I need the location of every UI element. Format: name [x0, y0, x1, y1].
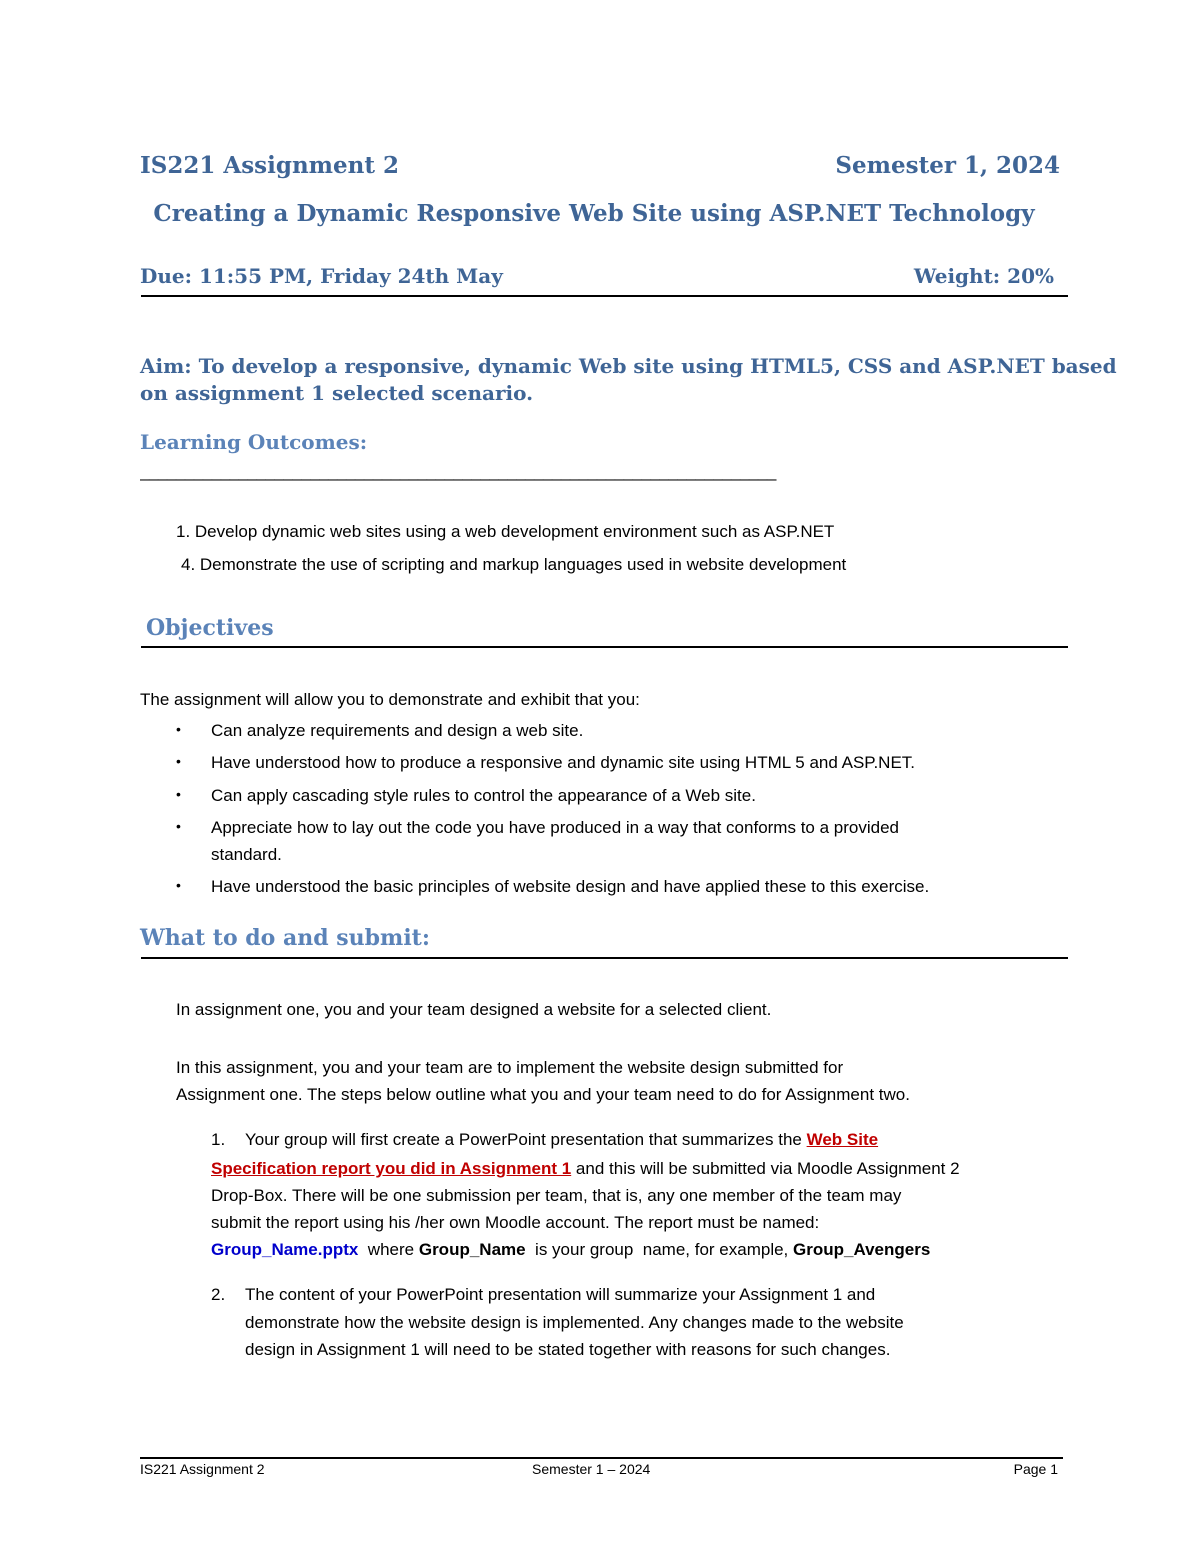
objective-item: Have understood how to produce a responsive and dynamic site using HTML 5 and ASP.NET. [211, 753, 916, 772]
footer-rule [140, 1457, 1063, 1459]
aim-line-1: Aim: To develop a responsive, dynamic Web site using HTML5, CSS and ASP.NET based [140, 354, 1117, 378]
step-1-line-2 [211, 1155, 960, 1183]
step-2-line-1: The content of your PowerPoint presentation will summarize your Assignment 1 and [245, 1285, 876, 1304]
step-1-text: is your group name, for example, [525, 1240, 793, 1259]
what-to-do-heading: What to do and submit: [140, 925, 430, 951]
page-number: Page 1 [1013, 1461, 1058, 1477]
step-1-text: and this will be submitted via Moodle Assignment 2 [571, 1159, 960, 1178]
due-date: Due: 11:55 PM, Friday 24th May [140, 264, 503, 288]
weight-label: Weight: 20% [913, 264, 1054, 288]
semester-label: Semester 1, 2024 [835, 152, 1060, 179]
bullet-glyph: • [176, 786, 181, 802]
objective-item: Have understood the basic principles of website design and have applied these to this exercise. [211, 877, 930, 896]
bullet-glyph: • [176, 877, 181, 893]
what-to-do-para-2-line-1: In this assignment, you and your team are to implement the website design submitted for [176, 1058, 844, 1077]
step-1-text: Your group will first create a PowerPoint presentation that summarizes the [245, 1130, 802, 1149]
bullet-glyph: • [176, 721, 181, 737]
learning-outcomes-heading: Learning Outcomes: [140, 430, 368, 454]
filename-example: Group_Name.pptx [211, 1240, 359, 1259]
aim-line-2: on assignment 1 selected scenario. [140, 381, 534, 405]
what-to-do-para-1: In assignment one, you and your team designed a website for a selected client. [176, 1000, 772, 1019]
objectives-intro: The assignment will allow you to demonstrate and exhibit that you: [140, 690, 640, 709]
objective-item: Can apply cascading style rules to control the appearance of a Web site. [211, 786, 756, 805]
step-1-line-1 [245, 1126, 878, 1154]
footer-center: Semester 1 – 2024 [532, 1461, 651, 1477]
step-1-line-5 [211, 1236, 930, 1264]
objective-item: Can analyze requirements and design a web site. [211, 721, 584, 740]
what-to-do-rule [141, 957, 1068, 959]
course-title: IS221 Assignment 2 [140, 152, 399, 179]
what-to-do-para-2-line-2: Assignment one. The steps below outline what you and your team need to do for Assignment two. [176, 1085, 910, 1104]
step-2-number: 2. [211, 1285, 226, 1304]
step-1-line-3: Drop-Box. There will be one submission per team, that is, any one member of the team may [211, 1186, 902, 1205]
learning-outcome-item: 1. Develop dynamic web sites using a web development environment such as ASP.NET [176, 522, 835, 541]
step-1-line-4: submit the report using his /her own Moodle account. The report must be named: [211, 1213, 820, 1232]
objectives-heading: Objectives [146, 615, 274, 641]
bullet-glyph: • [176, 753, 181, 769]
objectives-rule [141, 646, 1068, 648]
step-1-number: 1. [211, 1130, 226, 1149]
learning-outcomes-underline: _______________________________________________________________________ [140, 462, 776, 481]
document-subtitle: Creating a Dynamic Responsive Web Site using ASP.NET Technology [153, 200, 1035, 227]
learning-outcome-item: 4. Demonstrate the use of scripting and markup languages used in website development [181, 555, 847, 574]
footer-left: IS221 Assignment 2 [140, 1461, 265, 1477]
group-name-example: Group_Avengers [793, 1240, 931, 1259]
step-2-line-2: demonstrate how the website design is implemented. Any changes made to the website [245, 1313, 904, 1332]
spec-report-link-part-1[interactable]: Web Site [806, 1130, 879, 1149]
step-1-text: where [358, 1240, 419, 1259]
bullet-glyph: • [176, 818, 181, 834]
group-name-placeholder: Group_Name [418, 1240, 526, 1259]
objective-item: Appreciate how to lay out the code you have produced in a way that conforms to a provided [211, 818, 899, 837]
spec-report-link-part-2[interactable]: Specification report you did in Assignment 1 [211, 1159, 572, 1178]
header-rule [141, 295, 1068, 297]
step-2-line-3: design in Assignment 1 will need to be stated together with reasons for such changes. [245, 1340, 891, 1359]
objective-item-continued: standard. [211, 845, 282, 864]
